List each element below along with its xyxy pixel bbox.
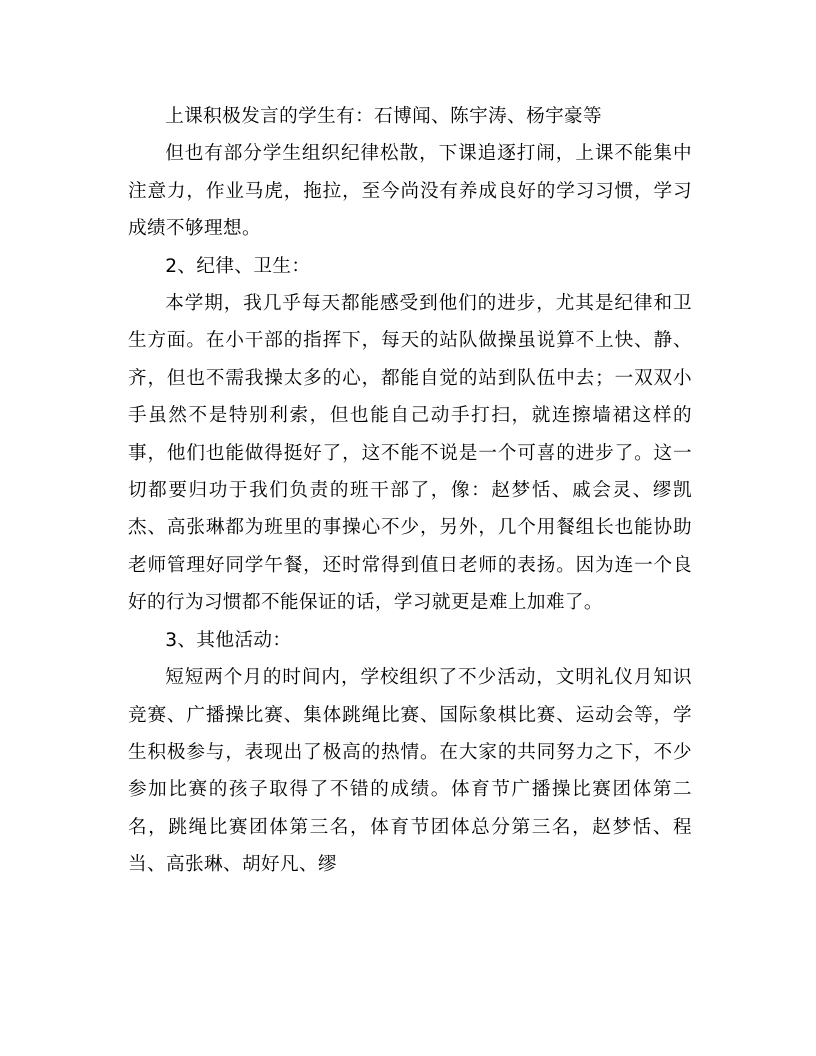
paragraph-discipline-hygiene: 本学期，我几乎每天都能感受到他们的进步，尤其是纪律和卫生方面。在小干部的指挥下，每天的站队做操虽说算不上快、静、齐，但也不需我操太多的心，都能自觉的站到队伍中去；一双双小手虽然不是特别利索，但也能自己动手打扫，就连擦墙裙这样的事，他们也能做得挺好了，这不能不说是一个可喜的进步了。这一切都要归功于我们负责的班干部了，像：赵梦恬、戚会灵、缪凯杰、高张琳都为班里的事操心不少，另外，几个用餐组长也能协助老师管理好同学午餐，还时常得到值日老师的表扬。因为连一个良好的行为习惯都不能保证的话，学习就更是难上加难了。 — [128, 293, 692, 614]
paragraph-discipline-issues: 但也有部分学生组织纪律松散，下课追逐打闹，上课不能集中注意力，作业马虎，拖拉，至今尚没有养成良好的学习习惯，学习成绩不够理想。 — [128, 143, 692, 240]
section-heading-other-activities: 3、其他活动： — [165, 629, 292, 651]
section-heading-discipline-hygiene: 2、纪律、卫生： — [165, 255, 311, 277]
paragraph-other-activities: 短短两个月的时间内，学校组织了不少活动，文明礼仪月知识竞赛、广播操比赛、集体跳绳比赛、国际象棋比赛、运动会等，学生积极参与，表现出了极高的热情。在大家的共同努力之下，不少参加比赛的孩子取得了不错的成绩。体育节广播操比赛团体第二名，跳绳比赛团体第三名，体育节团体总分第三名，赵梦恬、程当、高张琳、胡好凡、缪 — [128, 667, 692, 876]
paragraph-active-students: 上课积极发言的学生有：石博闻、陈宇涛、杨宇豪等 — [165, 106, 603, 127]
document-body — [128, 98, 692, 884]
